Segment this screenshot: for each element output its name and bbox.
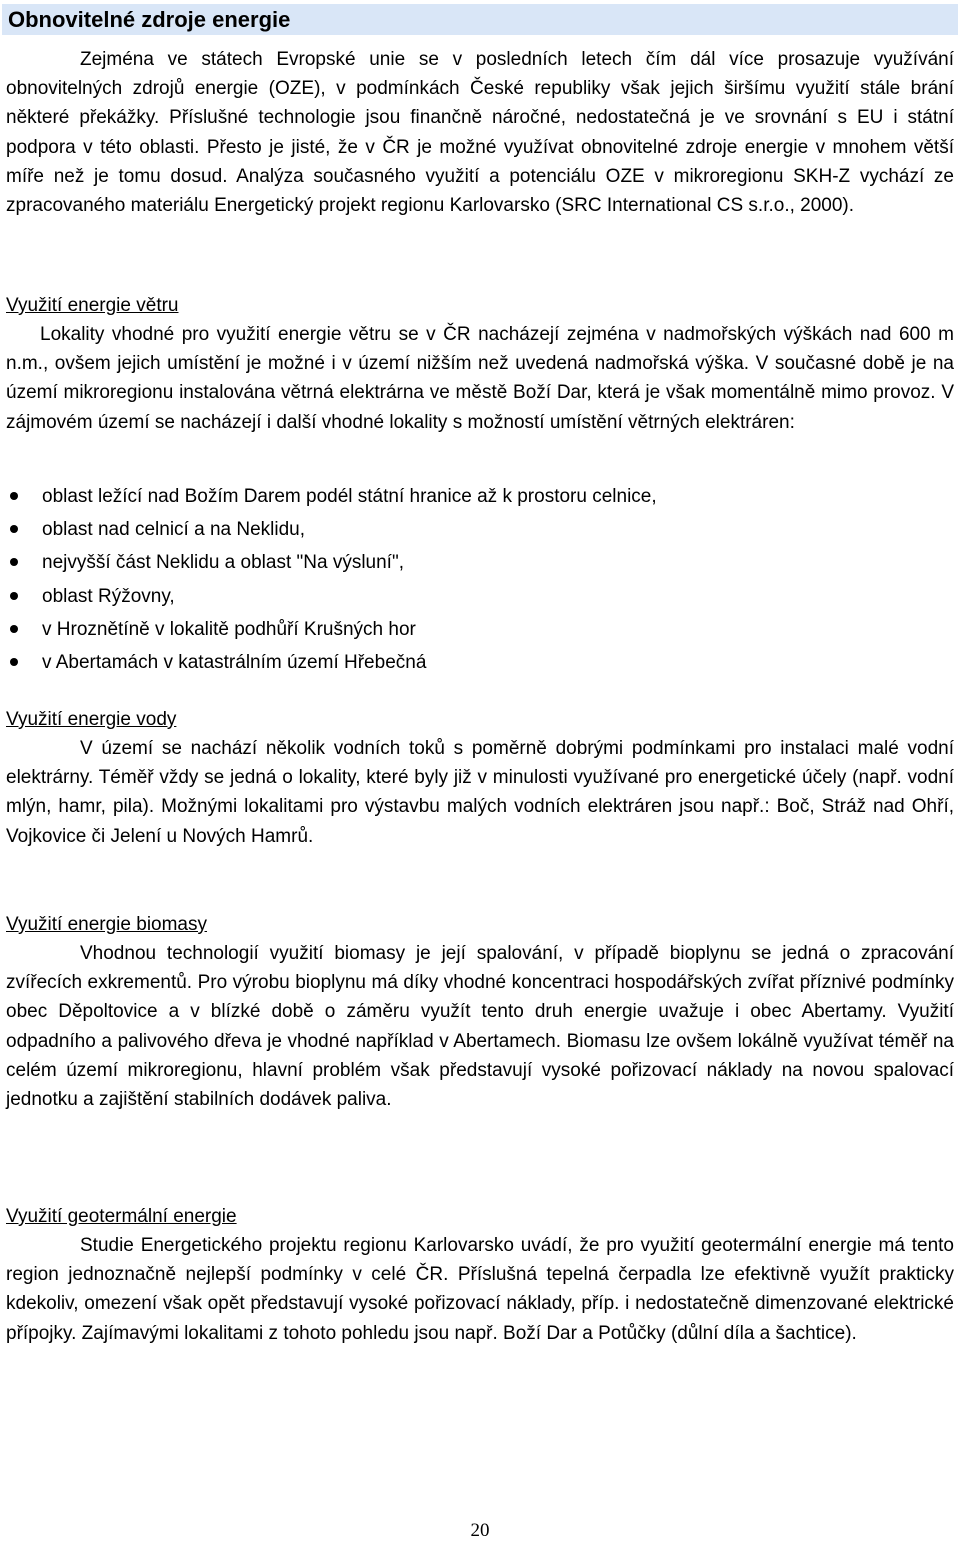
bullet-icon <box>10 658 18 666</box>
wind-locations-list <box>0 482 960 681</box>
list-item: v Abertamách v katastrálním území Hřebečná <box>0 648 960 681</box>
water-paragraph <box>6 734 954 851</box>
bullet-icon <box>10 592 18 600</box>
page-number: 20 <box>470 1520 490 1541</box>
geothermal-heading: Využití geotermální energie <box>6 1206 237 1227</box>
bullet-icon <box>10 558 18 566</box>
page-title: Obnovitelné zdroje energie <box>8 7 291 32</box>
geothermal-text: Studie Energetického projektu regionu Karlovarsko uvádí, že pro využití geotermální energie má tento region jednoznačně nejlepší podmínky v celé ČR. Příslušná tepelná čerpadla lze efektivně využít prakticky kdekoliv, omezení však opět představují vysoké pořizovací náklady, příp. i nedostatečně dimenzované elektrické přípojky. Zajímavými lokalitami z tohoto pohledu jsou např. Boží Dar a Potůčky (důlní díla a šachtice). <box>6 1235 954 1344</box>
list-item: oblast Rýžovny, <box>0 582 960 615</box>
biomass-paragraph <box>6 939 954 1114</box>
bullet-icon <box>10 625 18 633</box>
intro-text: Zejména ve státech Evropské unie se v posledních letech čím dál více prosazuje využívání obnovitelných zdrojů energie (OZE), v podmínkách České republiky však jejich širšímu využití stále brání některé překážky. Příslušné technologie jsou finančně náročné, nedostatečná je ve srovnání s EU i státní podpora v této oblasti. Přesto je jisté, že v ČR je možné využívat obnovitelné zdroje energie v mnohem větší míře než je tomu dosud. Analýza současného využití a potenciálu OZE v mikroregionu SKH-Z vychází ze zpracovaného materiálu Energetický projekt regionu Karlovarsko (SRC International CS s.r.o., 2000). <box>6 49 954 217</box>
list-item: v Hroznětíně v lokalitě podhůří Krušných hor <box>0 615 960 648</box>
wind-paragraph <box>6 320 954 437</box>
bullet-icon <box>10 492 18 500</box>
list-item: oblast ležící nad Božím Darem podél státní hranice až k prostoru celnice, <box>0 482 960 515</box>
list-item: oblast nad celnicí a na Neklidu, <box>0 515 960 548</box>
intro-paragraph <box>6 45 954 220</box>
list-item: nejvyšší část Neklidu a oblast "Na výsluní", <box>0 548 960 581</box>
water-heading: Využití energie vody <box>6 709 177 730</box>
biomass-heading: Využití energie biomasy <box>6 914 208 935</box>
title-bar <box>2 4 958 35</box>
geothermal-paragraph <box>6 1231 954 1348</box>
water-text: V území se nachází několik vodních toků s poměrně dobrými podmínkami pro instalaci malé vodní elektrárny. Téměř vždy se jedná o lokality, které byly již v minulosti využívané pro energetické účely (např. vodní mlýn, hamr, pila). Možnými lokalitami pro výstavbu malých vodních elektráren jsou např.: Boč, Stráž nad Ohří, Vojkovice či Jelení u Nových Hamrů. <box>6 738 954 847</box>
wind-heading: Využití energie větru <box>6 295 179 316</box>
biomass-text: Vhodnou technologií využití biomasy je její spalování, v případě bioplynu se jedná o zpracování zvířecích exkrementů. Pro výrobu bioplynu má díky vhodné koncentraci hospodářských zvířat příznivé podmínky obec Děpoltovice a v blízké době o záměru využít tento druh energie uvažuje i obec Abertamy. Využití odpadního a palivového dřeva je vhodné například v Abertamech. Biomasu lze ovšem lokálně využívat téměř na celém území mikroregionu, hlavní problém však představují vysoké pořizovací náklady na novou spalovací jednotku a zajištění stabilních dodávek paliva. <box>6 943 954 1111</box>
bullet-icon <box>10 525 18 533</box>
wind-text: Lokality vhodné pro využití energie větru se v ČR nacházejí zejména v nadmořských výškách nad 600 m n.m., ovšem jejich umístění je možné i v území nižším než uvedená nadmořská výška. V současné době je na území mikroregionu instalována větrná elektrárna ve městě Boží Dar, která je však momentálně mimo provoz. V zájmovém území se nacházejí i další vhodné lokality s možností umístění větrných elektráren: <box>6 324 954 433</box>
